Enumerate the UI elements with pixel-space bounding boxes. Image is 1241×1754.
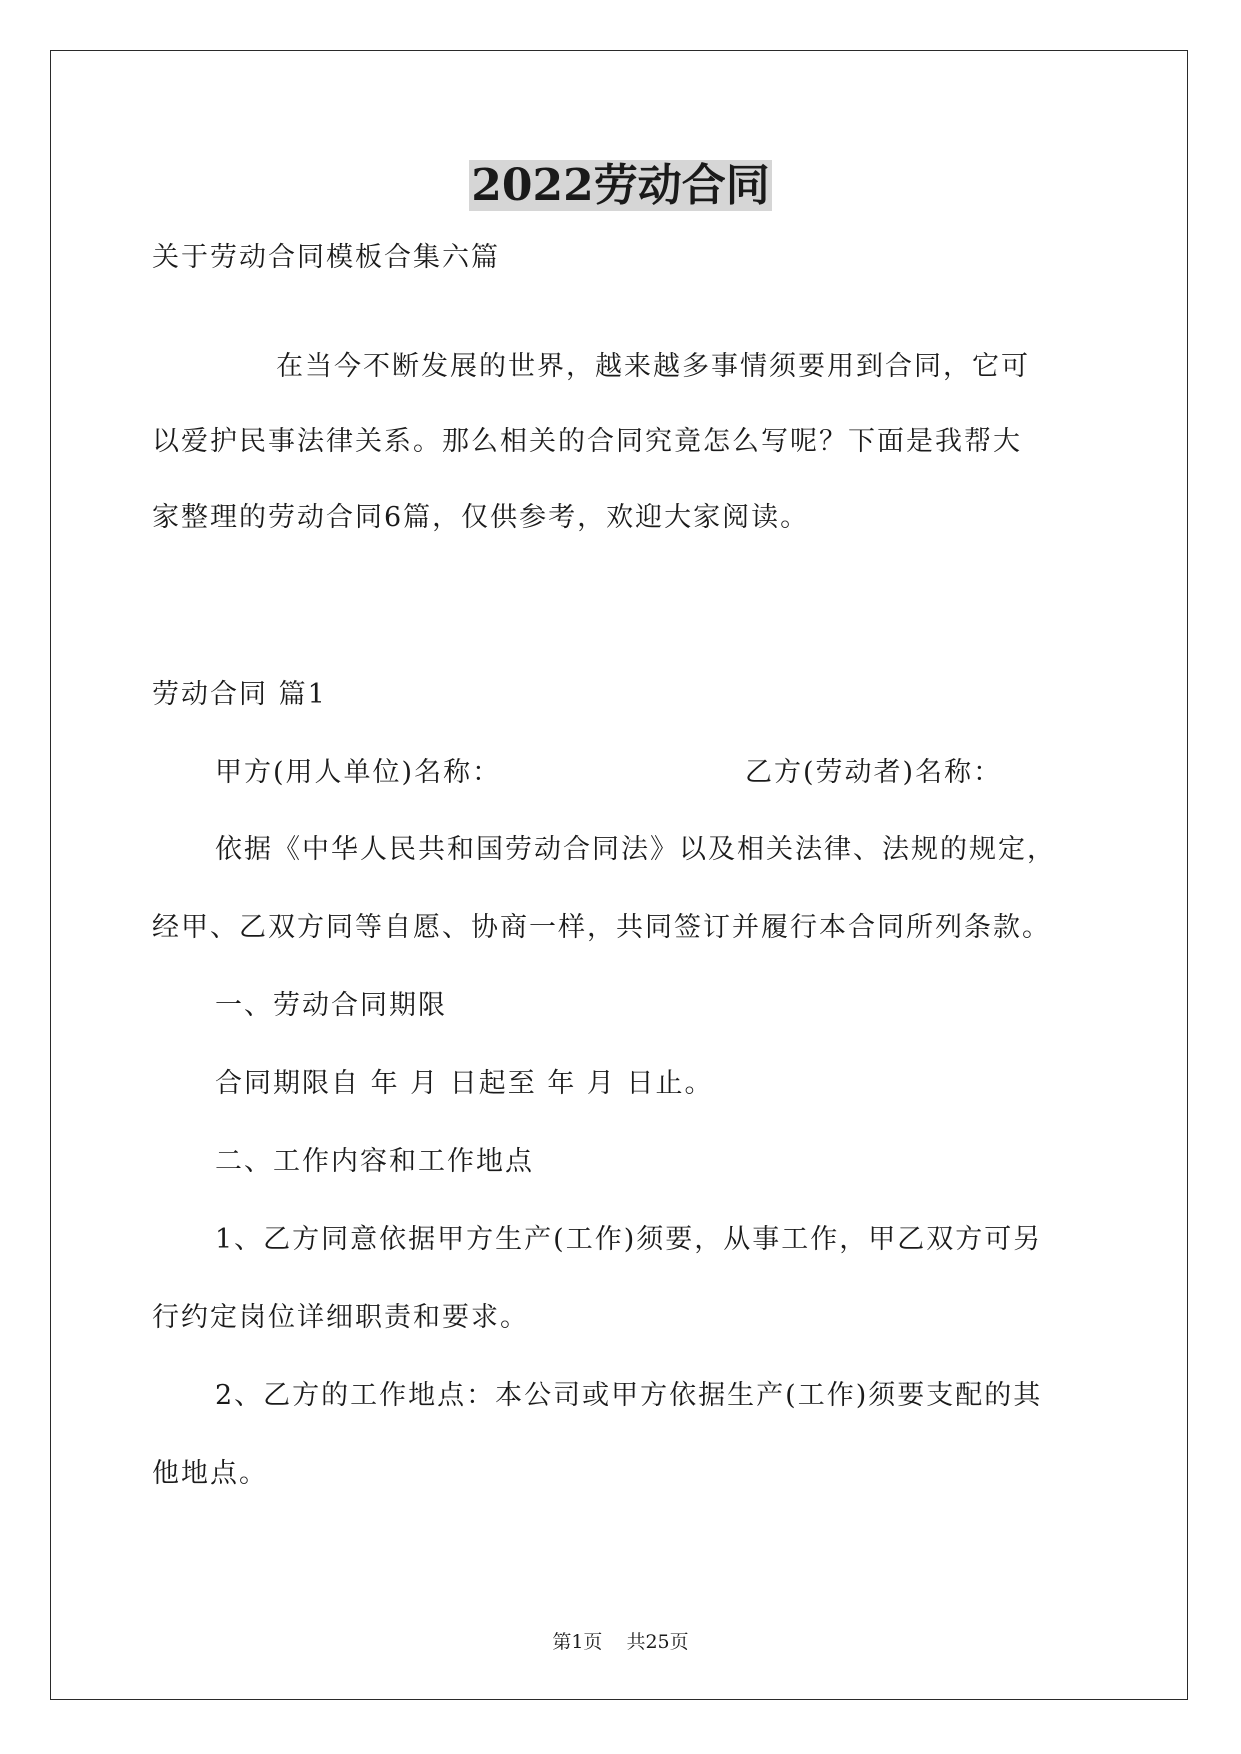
- clause1-heading: 一、劳动合同期限: [215, 990, 447, 1021]
- document-subtitle: 关于劳动合同模板合集六篇: [152, 242, 500, 273]
- page-border: [50, 50, 1188, 1700]
- clause2-item2-line-1: 2、乙方的工作地点：本公司或甲方依据生产(工作)须要支配的其: [215, 1380, 1043, 1411]
- page-footer: [0, 1629, 1241, 1655]
- intro-line-2: 以爱护民事法律关系。那么相关的合同究竟怎么写呢？下面是我帮大: [152, 426, 1022, 457]
- intro-line-1: 在当今不断发展的世界，越来越多事情须要用到合同，它可: [276, 351, 1030, 382]
- clause2-heading: 二、工作内容和工作地点: [215, 1146, 534, 1177]
- intro-line-3: 家整理的劳动合同6篇，仅供参考，欢迎大家阅读。: [152, 502, 810, 533]
- section-heading: 劳动合同 篇1: [152, 679, 327, 710]
- clause2-item1-line-2: 行约定岗位详细职责和要求。: [152, 1302, 529, 1333]
- page-number: 第1页: [552, 1631, 603, 1653]
- clause2-item2-line-2: 他地点。: [152, 1458, 268, 1489]
- document-title: 2022劳动合同: [471, 160, 770, 211]
- basis-line-1: 依据《中华人民共和国劳动合同法》以及相关法律、法规的规定，: [215, 834, 1056, 865]
- clause2-item1-line-1: 1、乙方同意依据甲方生产(工作)须要，从事工作，甲乙双方可另: [215, 1224, 1043, 1255]
- page-total: 共25页: [626, 1631, 689, 1653]
- party-a-label: 甲方(用人单位)名称：: [215, 757, 502, 788]
- party-b-label: 乙方(劳动者)名称：: [745, 757, 1003, 788]
- basis-line-2: 经甲、乙双方同等自愿、协商一样，共同签订并履行本合同所列条款。: [152, 912, 1051, 943]
- clause1-text: 合同期限自 年 月 日起至 年 月 日止。: [215, 1068, 714, 1099]
